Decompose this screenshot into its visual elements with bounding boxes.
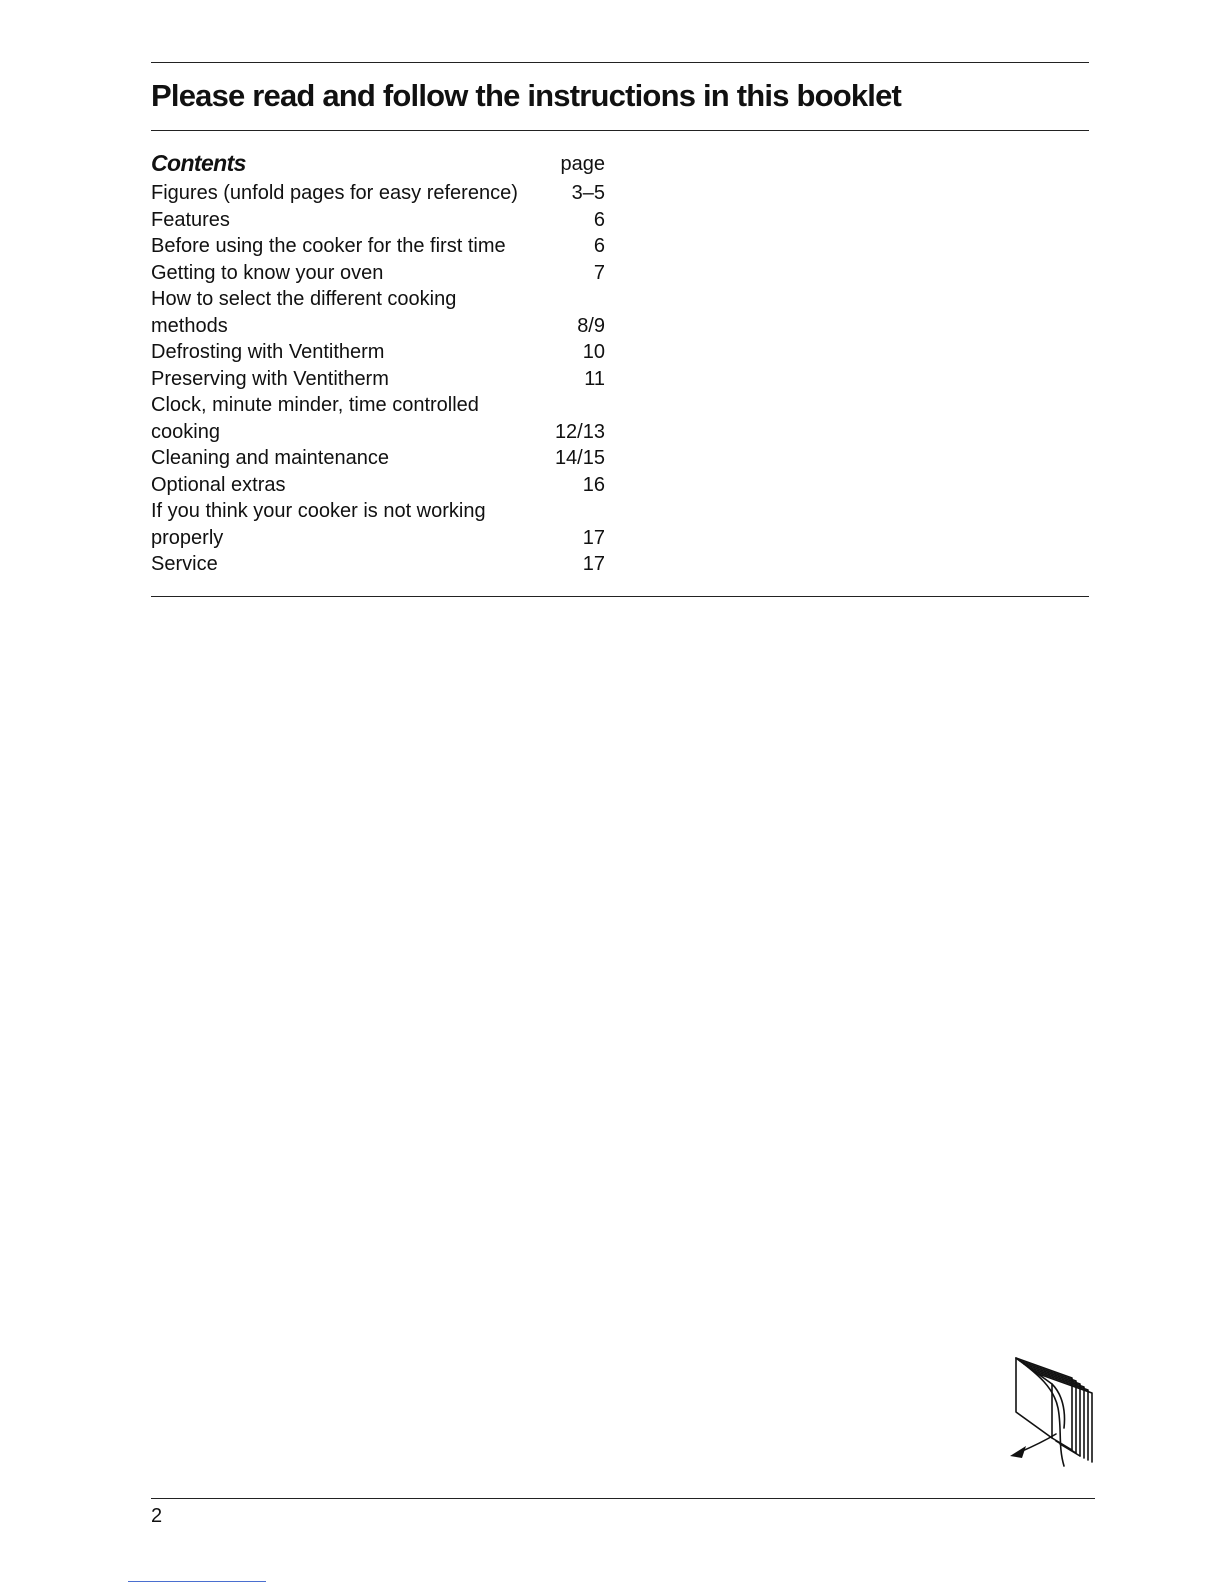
toc-entry-page: 10: [582, 341, 605, 363]
toc-entry-figures[interactable]: [151, 180, 607, 207]
toc-entry-getting-to-know-oven[interactable]: [151, 260, 607, 287]
toc-entry-before-first-use[interactable]: [151, 233, 607, 260]
contents-header: [151, 146, 607, 180]
toc-entry-page: 7: [593, 261, 605, 284]
toc-entry-text: Cleaning and maintenance: [151, 447, 389, 469]
heading-rule: [151, 130, 1089, 131]
toc-entry-defrosting[interactable]: [151, 339, 607, 366]
page-heading: Please read and follow the instructions in this booklet: [151, 78, 902, 113]
top-rule: [151, 62, 1089, 63]
contents-page-label: page: [560, 153, 605, 175]
toc-entry-page: 8/9: [577, 314, 605, 337]
toc-entry-text: Figures (unfold pages for easy reference): [151, 182, 518, 204]
toc-entry-page: 3–5: [571, 182, 605, 204]
toc-entry-preserving[interactable]: [151, 366, 607, 393]
toc-entry-text: Optional extras: [151, 473, 286, 496]
toc-entry-service[interactable]: [151, 551, 607, 578]
toc-entry-page: 6: [593, 235, 605, 257]
contents-rule: [151, 596, 1089, 597]
contents-title: Contents: [151, 150, 246, 176]
toc-entry-text: If you think your cooker is not working properly: [151, 500, 486, 549]
toc-entry-text: Before using the cooker for the first time: [151, 235, 506, 257]
toc-entry-page: 16: [582, 473, 605, 496]
toc-entry-page: 17: [582, 526, 605, 549]
toc-entry-text: Defrosting with Ventitherm: [151, 341, 385, 363]
toc-entry-text: Getting to know your oven: [151, 261, 384, 284]
footer-link-underline: [128, 1581, 266, 1582]
toc-entry-text: Preserving with Ventitherm: [151, 367, 389, 390]
toc-entry-cleaning[interactable]: [151, 445, 607, 472]
toc-entry-cooking-methods[interactable]: [151, 286, 607, 339]
toc-entry-features[interactable]: [151, 207, 607, 234]
toc-entry-clock[interactable]: [151, 392, 607, 445]
toc-entry-page: 14/15: [554, 447, 605, 469]
toc-entry-page: 12/13: [554, 420, 605, 443]
toc-entry-page: 17: [582, 553, 605, 575]
toc-entry-text: Clock, minute minder, time controlled cooking: [151, 394, 479, 443]
toc-entry-text: Features: [151, 208, 230, 231]
toc-entry-page: 6: [593, 208, 605, 231]
table-of-contents: [151, 180, 607, 578]
toc-entry-text: Service: [151, 553, 218, 575]
toc-entry-page: 11: [584, 367, 605, 390]
toc-entry-text: How to select the different cooking methods: [151, 288, 457, 337]
page-number: 2: [151, 1505, 163, 1527]
footer-rule: [151, 1498, 1095, 1499]
toc-entry-optional-extras[interactable]: [151, 472, 607, 499]
toc-entry-troubleshooting[interactable]: [151, 498, 607, 551]
contents-section: [151, 146, 607, 578]
unfold-booklet-icon: [1008, 1354, 1100, 1470]
